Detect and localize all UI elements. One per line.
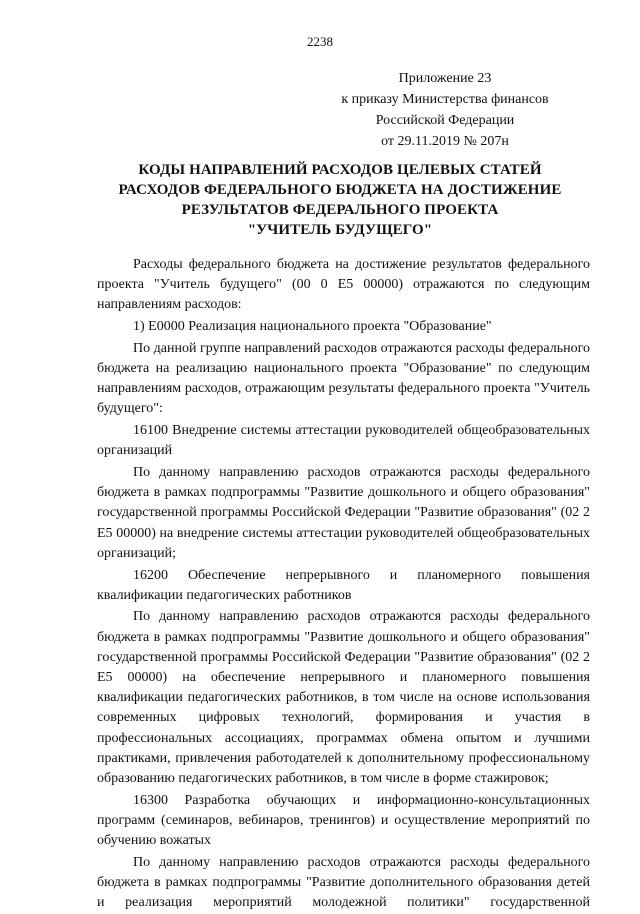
body-paragraph: По данному направлению расходов отражаются расходы федерального бюджета в рамках подпрограммы "Развитие дошкольного и общего образования" государственной программы Российской Федерации "Развитие образования" (02 2 Е5 00000) на внедрение системы аттестации руководителей общеобразовательных организаций;	[97, 465, 590, 561]
document-title	[60, 160, 620, 240]
body-paragraph: По данной группе направлений расходов отражаются расходы федерального бюджета на реализацию национального проекта "Образование" по следующим направлениям расходов, отражающим результаты федерального проекта "Учитель будущего":	[97, 340, 590, 417]
appendix-line: Российской Федерации	[375, 113, 515, 128]
body-paragraph: По данному направлению расходов отражаются расходы федерального бюджета в рамках подпрограммы "Развитие дополнительного образования детей и реализация мероприятий молодежной политики" государственной	[97, 854, 590, 911]
title-line: РАСХОДОВ ФЕДЕРАЛЬНОГО БЮДЖЕТА НА ДОСТИЖЕНИЕ	[118, 182, 562, 198]
document-body	[97, 255, 590, 914]
page-number: 2238	[307, 34, 333, 49]
appendix-reference	[300, 68, 590, 152]
title-line: РЕЗУЛЬТАТОВ ФЕДЕРАЛЬНОГО ПРОЕКТА	[181, 202, 499, 218]
title-line: КОДЫ НАПРАВЛЕНИЙ РАСХОДОВ ЦЕЛЕВЫХ СТАТЕЙ	[138, 162, 542, 178]
body-paragraph: По данному направлению расходов отражаются расходы федерального бюджета в рамках подпрограммы "Развитие дошкольного и общего образования" государственной программы Российской Федерации "Развитие образования" (02 2 Е5 00000) на обеспечение непрерывного и планомерного повышения квалификации педагогических работников, в том числе на основе использования современных цифровых технологий, формирования и участия в профессиональных ассоциациях, программах обмена опытом и лучшими практиками, привлечения работодателей к дополнительному профессиональному образованию педагогических работников, в том числе в форме стажировок;	[97, 609, 590, 787]
appendix-line: Приложение 23	[398, 71, 492, 86]
body-paragraph: 16100 Внедрение системы аттестации руководителей общеобразовательных организаций	[97, 423, 590, 459]
body-paragraph: 1) Е0000 Реализация национального проекта "Образование"	[133, 319, 492, 335]
appendix-line: к приказу Министерства финансов	[341, 92, 549, 107]
appendix-line: от 29.11.2019 № 207н	[381, 134, 509, 149]
body-paragraph: 16200 Обеспечение непрерывного и планомерного повышения квалификации педагогических работников	[97, 567, 590, 603]
body-paragraph: 16300 Разработка обучающих и информационно-консультационных программ (семинаров, вебинаров, тренингов) и осуществление мероприятий по обучению вожатых	[97, 792, 590, 849]
body-paragraph: Расходы федерального бюджета на достижение результатов федерального проекта "Учитель будущего" (00 0 Е5 00000) отражаются по следующим направлениям расходов:	[97, 257, 590, 313]
title-line: "УЧИТЕЛЬ БУДУЩЕГО"	[247, 222, 433, 238]
